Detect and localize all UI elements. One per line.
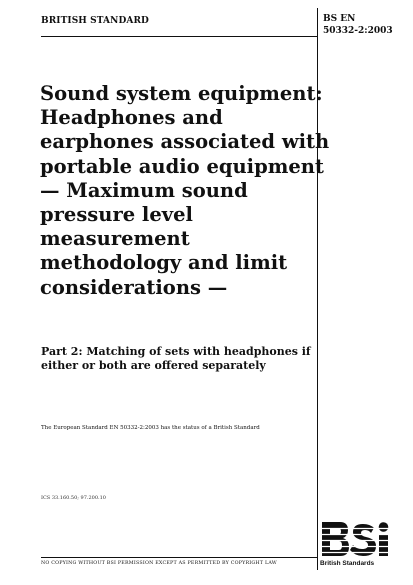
standard-number-prefix: BS EN (323, 14, 356, 24)
footer-rule (41, 557, 317, 558)
standard-number-code: 50332-2:2003 (323, 26, 393, 36)
document-title: Sound system equipment: Headphones and earphones associated with portable audio equipment — Maximum sound pressure level measurement methodology and limit considerations — (40, 82, 330, 299)
header-rule (41, 36, 317, 37)
bsi-logo-icon (320, 520, 392, 558)
bsi-logo (320, 520, 392, 567)
status-note: The European Standard EN 50332-2:2003 has the status of a British Standard (41, 425, 260, 431)
ics-code: ICS 33.160.50; 97.200.10 (41, 495, 106, 501)
copyright-notice: NO COPYING WITHOUT BSI PERMISSION EXCEPT AS PERMITTED BY COPYRIGHT LAW (41, 561, 277, 566)
standard-number (323, 13, 393, 37)
bsi-tagline: British Standards (320, 560, 375, 567)
part-title: Part 2: Matching of sets with headphones if either or both are offered separately (41, 345, 311, 372)
header-standard-label: BRITISH STANDARD (41, 16, 149, 26)
